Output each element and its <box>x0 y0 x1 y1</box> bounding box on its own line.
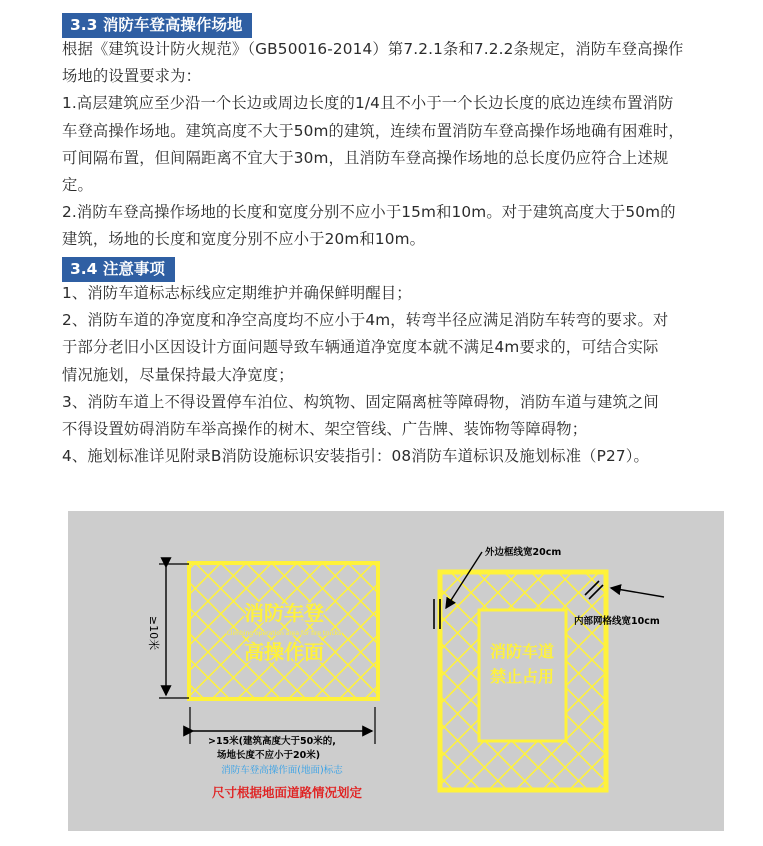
paragraph-line: 2.消防车登高操作场地的长度和宽度分别不应小于15m和10m。对于建筑高度大于50m的 <box>62 203 676 222</box>
paragraph-line: 场地的设置要求为： <box>62 67 202 86</box>
section-3-3-body <box>62 36 684 254</box>
sign-title-line2: 禁止占用 <box>489 667 555 686</box>
size-note: 尺寸根据地面道路情况划定 <box>211 785 363 800</box>
paragraph-line: 3、消防车道上不得设置停车泊位、构筑物、固定隔离桩等障碍物，消防车道与建筑之间 <box>62 392 659 411</box>
paragraph-line: 4、施划标准详见附录B消防设施标识安装指引：08消防车道标识及施划标准（P27）。 <box>62 447 649 466</box>
sign-title-line1: 消防车登 <box>244 601 324 625</box>
inner-grid-label: 内部网格线宽10cm <box>574 616 660 627</box>
sign-title-line1: 消防车道 <box>489 642 555 661</box>
width-label-line2: 场地长度不应小于20米) <box>217 750 321 761</box>
paragraph-line: 不得设置妨碍消防车举高操作的树木、架空管线、广告牌、装饰物等障碍物； <box>62 420 588 439</box>
paragraph-line: 可间隔布置，但间隔距离不宜大于30m，且消防车登高操作场地的总长度仍应符合上述规 <box>62 148 669 167</box>
section-3-4-body <box>62 280 668 470</box>
sign-english: Climbing operation area for fire trucks <box>226 630 342 637</box>
no-occupy-sign <box>440 572 606 790</box>
sign-caption: 消防车登高操作面(地面)标志 <box>221 765 343 776</box>
outer-border-label: 外边框线宽20cm <box>485 547 562 558</box>
paragraph-line: 于部分老旧小区因设计方面问题导致车辆通道净宽度本就不满足4m要求的，可结合实际 <box>62 338 659 357</box>
section-heading-3-4: 3.4 注意事项 <box>62 257 175 282</box>
sign-title-line2: 高操作面 <box>244 640 324 664</box>
marking-diagram <box>68 511 724 831</box>
width-dimension <box>190 707 375 761</box>
paragraph-line: 根据《建筑设计防火规范》（GB50016-2014）第7.2.1条和7.2.2条规定，消防车登高操作 <box>62 40 684 58</box>
marking-diagram-svg <box>68 511 724 831</box>
paragraph-line: 建筑，场地的长度和宽度分别不应小于20m和10m。 <box>62 230 426 249</box>
paragraph-line: 车登高操作场地。建筑高度不大于50m的建筑，连续布置消防车登高操作场地确有困难时， <box>62 121 684 140</box>
height-label: ≥10米 <box>147 615 160 651</box>
paragraph-line: 情况施划，尽量保持最大净宽度； <box>62 365 294 384</box>
width-label-line1: >15米(建筑高度大于50米的, <box>208 736 336 747</box>
climbing-area-sign <box>189 563 378 699</box>
paragraph-line: 2、消防车道的净宽度和净空高度均不应小于4m，转弯半径应满足消防车转弯的要求。对 <box>62 311 669 330</box>
height-dimension <box>147 564 189 698</box>
paragraph-line: 1.高层建筑应至少沿一个长边或周边长度的1/4且不小于一个长边长度的底边连续布置消防 <box>62 94 674 113</box>
paragraph-line: 定。 <box>62 176 93 195</box>
section-heading-3-3: 3.3 消防车登高操作场地 <box>62 13 252 38</box>
paragraph-line: 1、消防车道标志标线应定期维护并确保鲜明醒目； <box>62 284 412 302</box>
